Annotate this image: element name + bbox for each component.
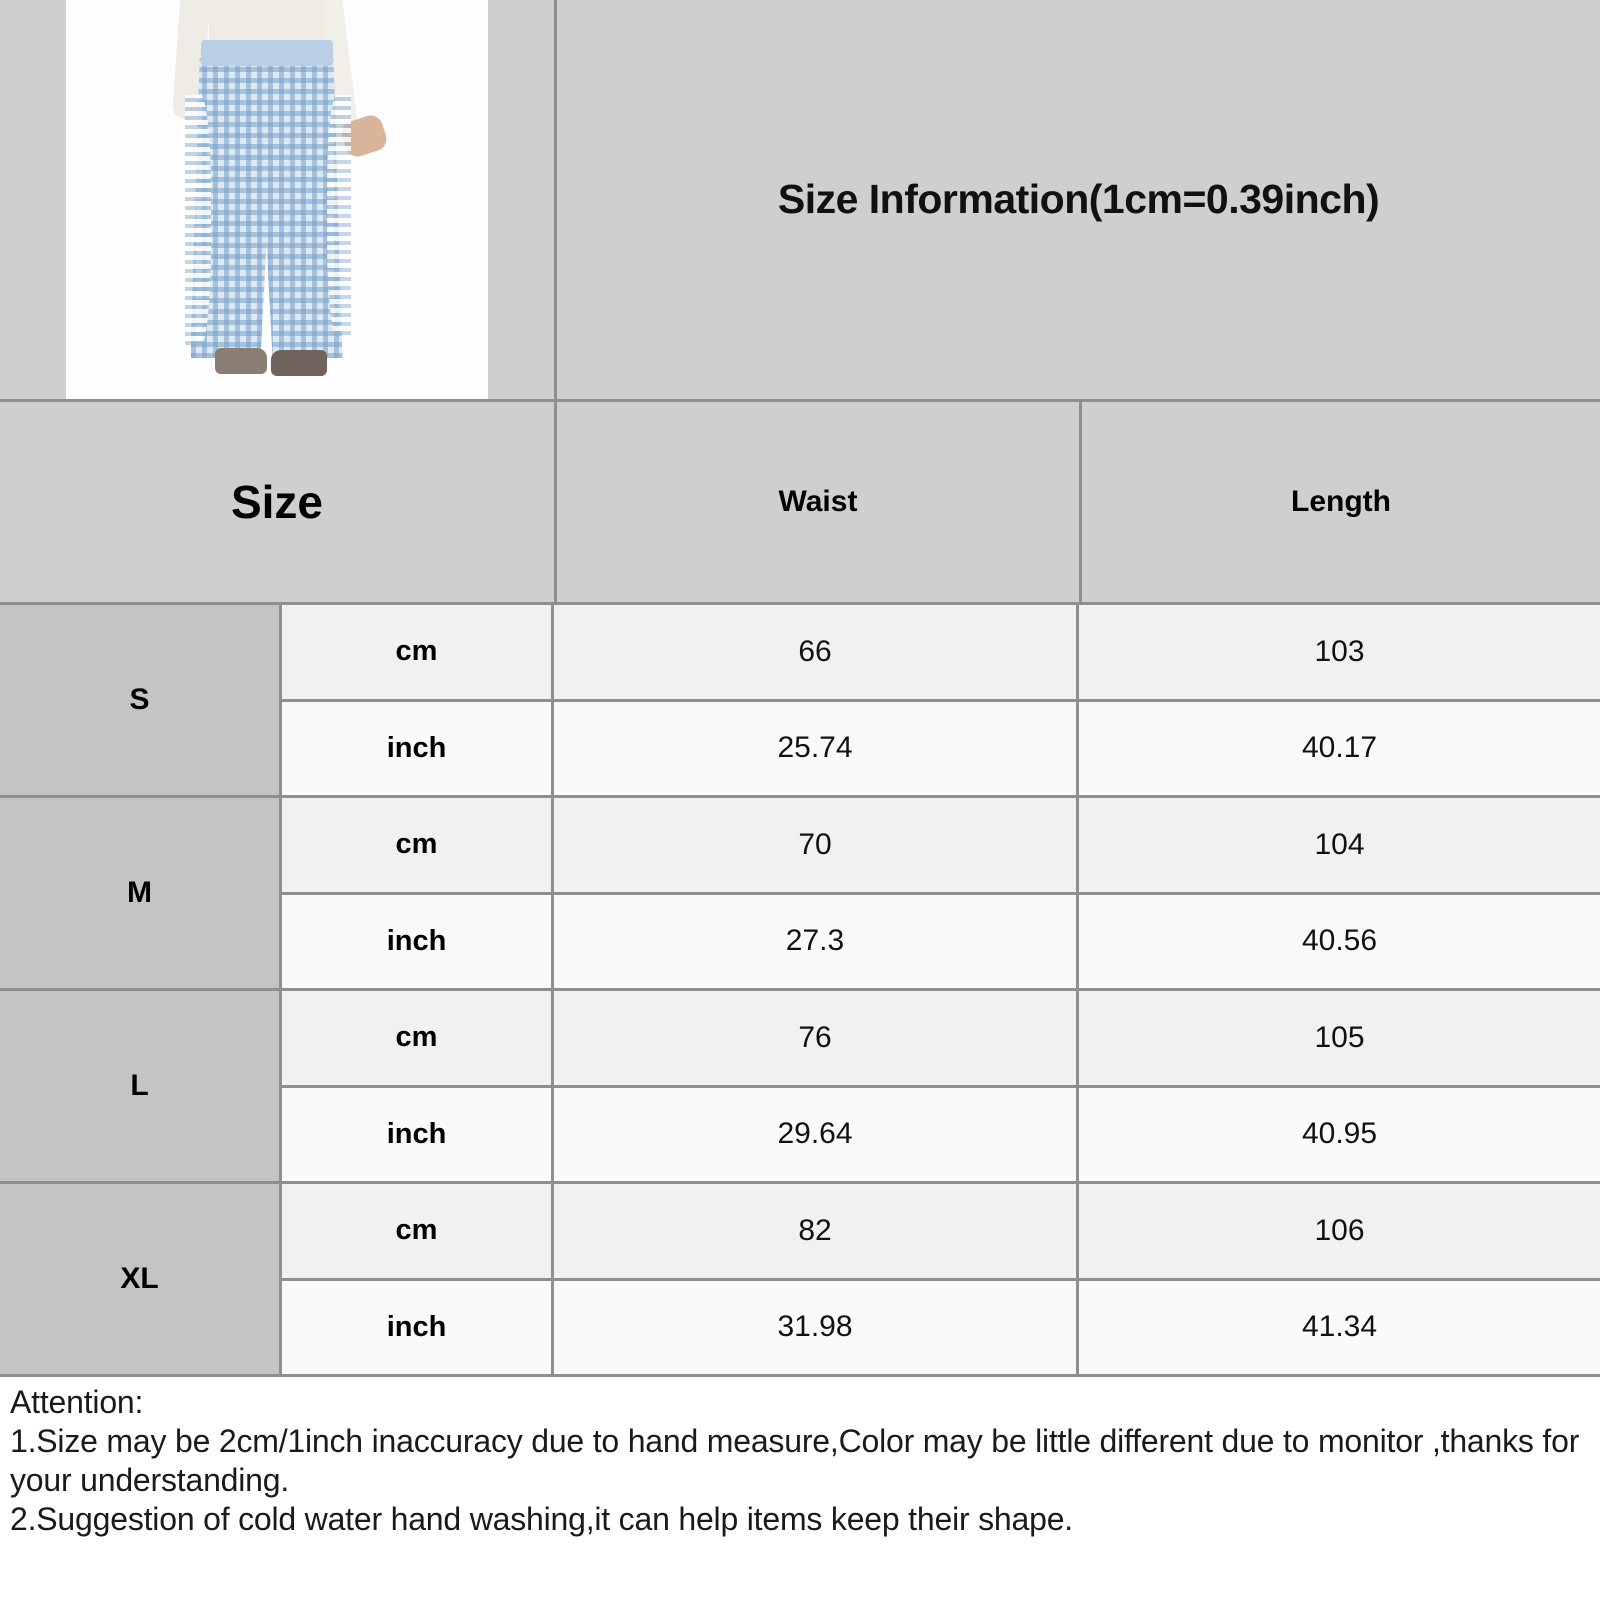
unit-cell-s-inch: [282, 702, 554, 796]
column-header-size-label: Size: [230, 476, 324, 528]
size-label-l: L: [130, 1069, 149, 1102]
row-xl-cm: [282, 1184, 1600, 1278]
unit-cell-m-inch: [282, 895, 554, 989]
value-length: 40.17: [1301, 731, 1378, 765]
pants-ruffle-left: [185, 95, 211, 345]
length-cell-xl-inch: [1079, 1281, 1600, 1375]
size-label-s: S: [129, 683, 150, 716]
unit-cell-xl-cm: [282, 1184, 554, 1278]
table-row: [0, 1181, 1600, 1374]
attention-section: [0, 1377, 1600, 1600]
length-cell-l-inch: [1079, 1088, 1600, 1182]
table-header-row: [0, 402, 1600, 602]
column-header-length: [1082, 402, 1600, 602]
size-cell-xl: [0, 1184, 282, 1374]
waist-cell-xl-cm: [554, 1184, 1079, 1278]
title-cell: [557, 0, 1600, 399]
unit-label-cm: cm: [395, 635, 438, 668]
value-length: 40.95: [1301, 1117, 1378, 1151]
product-photo-cell: [0, 0, 557, 399]
value-length: 106: [1314, 1213, 1365, 1247]
row-s-inch: [282, 699, 1600, 796]
unit-label-cm: cm: [395, 828, 438, 861]
value-waist: 82: [798, 1213, 832, 1247]
photo-margin-right: [488, 0, 554, 399]
waist-cell-l-cm: [554, 991, 1079, 1085]
photo-margin-left: [0, 0, 66, 399]
unit-cell-l-inch: [282, 1088, 554, 1182]
waist-cell-m-inch: [554, 895, 1079, 989]
attention-line-1: 1.Size may be 2cm/1inch inaccuracy due to hand measure,Color may be little different due to monitor ,thanks for your understanding.: [10, 1423, 1580, 1499]
value-waist: 70: [798, 827, 832, 861]
row-xl-inch: [282, 1278, 1600, 1375]
size-table: [0, 402, 1600, 1377]
table-row: [0, 795, 1600, 988]
length-cell-m-inch: [1079, 895, 1600, 989]
row-m-cm: [282, 798, 1600, 892]
unit-label-inch: inch: [386, 1310, 447, 1343]
value-waist: 31.98: [777, 1310, 853, 1344]
size-cell-s: [0, 605, 282, 795]
length-cell-xl-cm: [1079, 1184, 1600, 1278]
value-waist: 66: [798, 634, 832, 668]
value-length: 103: [1314, 634, 1365, 668]
size-values-xl: [282, 1184, 1600, 1374]
row-s-cm: [282, 605, 1600, 699]
unit-label-inch: inch: [386, 1117, 447, 1150]
table-row: [0, 602, 1600, 795]
column-header-waist: [557, 402, 1082, 602]
column-header-length-label: Length: [1291, 485, 1391, 518]
waist-cell-xl-inch: [554, 1281, 1079, 1375]
row-m-inch: [282, 892, 1600, 989]
length-cell-l-cm: [1079, 991, 1600, 1085]
product-photo: [65, 0, 490, 399]
unit-cell-s-cm: [282, 605, 554, 699]
table-row: [0, 988, 1600, 1181]
waist-cell-m-cm: [554, 798, 1079, 892]
waist-cell-s-cm: [554, 605, 1079, 699]
waist-cell-s-inch: [554, 702, 1079, 796]
value-waist: 27.3: [785, 924, 845, 958]
pants-waistband: [201, 40, 333, 66]
pants-ruffle-right: [327, 95, 351, 335]
unit-label-cm: cm: [395, 1214, 438, 1247]
length-cell-s-inch: [1079, 702, 1600, 796]
value-waist: 76: [798, 1020, 832, 1054]
unit-label-inch: inch: [386, 924, 447, 957]
length-cell-m-cm: [1079, 798, 1600, 892]
value-waist: 29.64: [777, 1117, 853, 1151]
row-l-cm: [282, 991, 1600, 1085]
unit-cell-m-cm: [282, 798, 554, 892]
size-values-l: [282, 991, 1600, 1181]
size-cell-l: [0, 991, 282, 1181]
column-header-size: [0, 402, 557, 602]
value-waist: 25.74: [777, 731, 853, 765]
model-shoe-left: [215, 348, 267, 374]
length-cell-s-cm: [1079, 605, 1600, 699]
gingham-pants: [191, 58, 343, 358]
unit-cell-xl-inch: [282, 1281, 554, 1375]
attention-heading: Attention:: [10, 1384, 144, 1420]
value-length: 104: [1314, 827, 1365, 861]
column-header-waist-label: Waist: [778, 485, 858, 518]
page-title: Size Information(1cm=0.39inch): [777, 176, 1380, 222]
size-cell-m: [0, 798, 282, 988]
size-values-s: [282, 605, 1600, 795]
value-length: 41.34: [1301, 1310, 1378, 1344]
unit-cell-l-cm: [282, 991, 554, 1085]
size-label-xl: XL: [120, 1262, 159, 1295]
size-values-m: [282, 798, 1600, 988]
unit-label-cm: cm: [395, 1021, 438, 1054]
header-section: [0, 0, 1600, 402]
waist-cell-l-inch: [554, 1088, 1079, 1182]
value-length: 105: [1314, 1020, 1365, 1054]
model-shoe-right: [271, 350, 327, 376]
value-length: 40.56: [1301, 924, 1378, 958]
unit-label-inch: inch: [386, 731, 447, 764]
model-illustration: [65, 0, 490, 399]
row-l-inch: [282, 1085, 1600, 1182]
size-label-m: M: [127, 876, 152, 909]
attention-line-2: 2.Suggestion of cold water hand washing,it can help items keep their shape.: [10, 1501, 1074, 1538]
